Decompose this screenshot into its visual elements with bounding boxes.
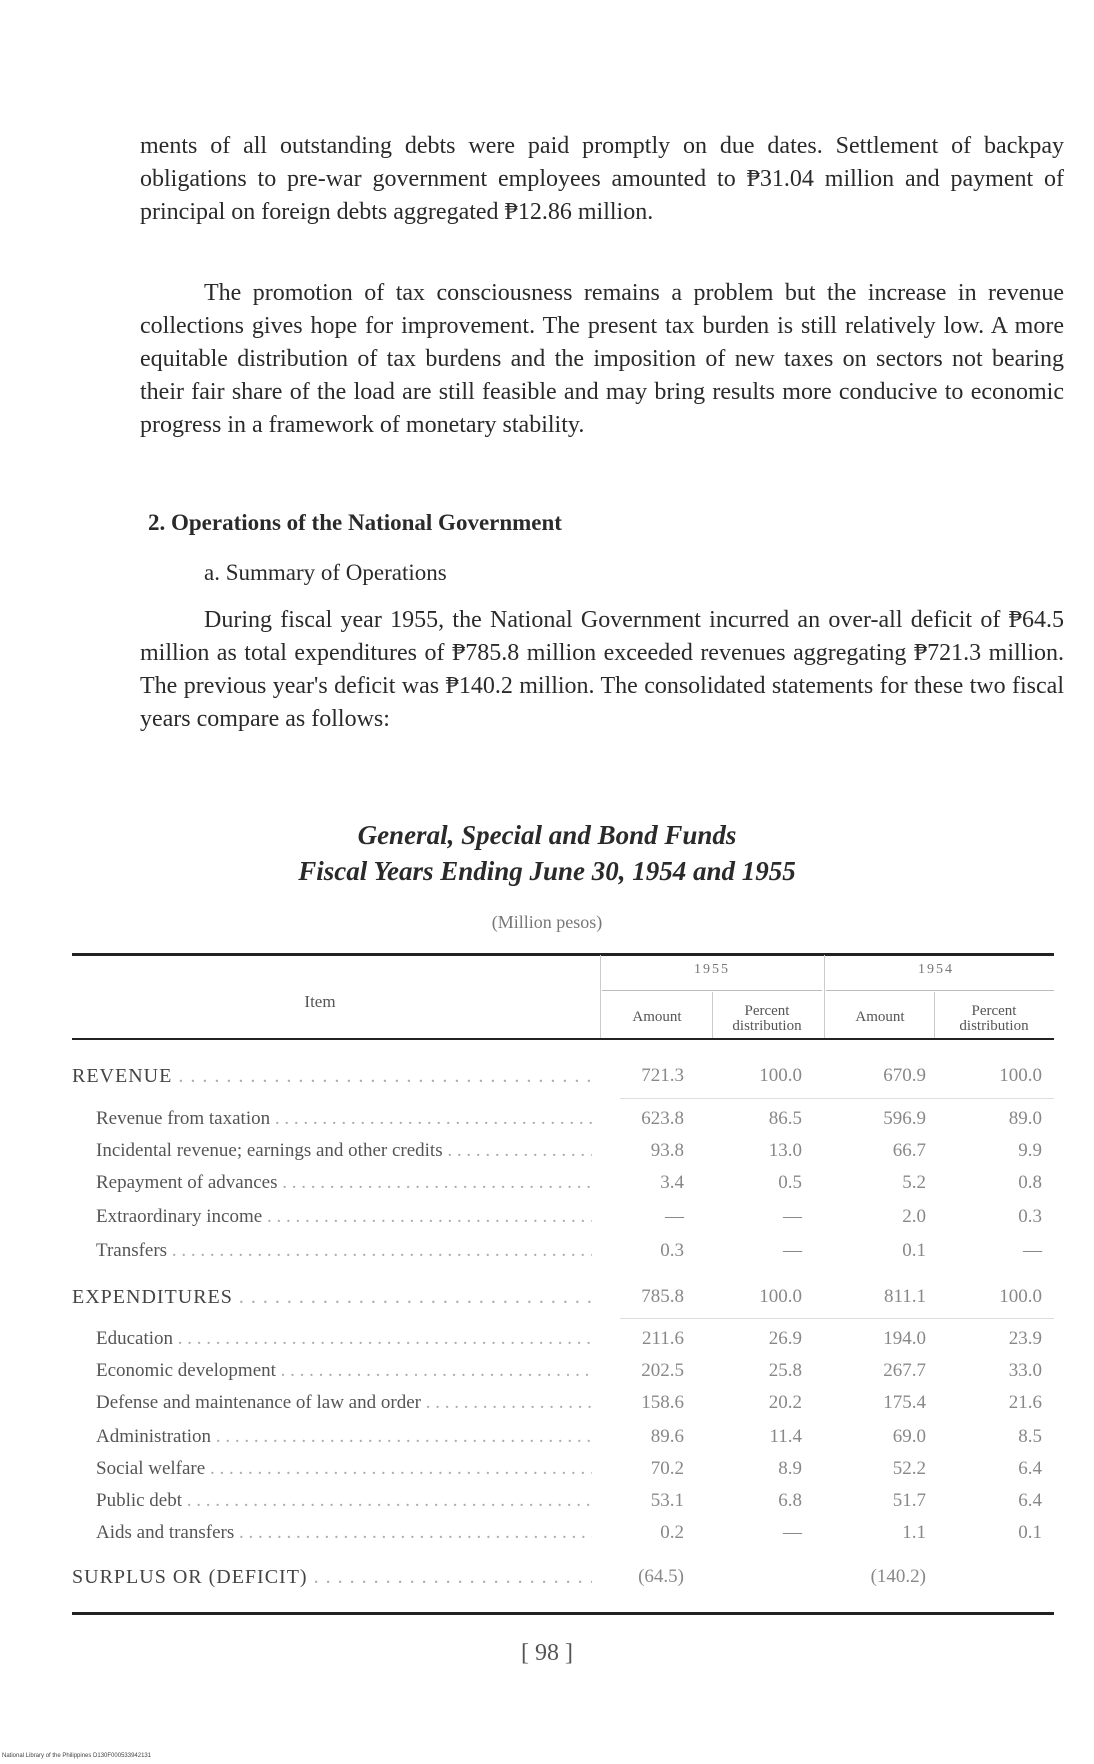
cell-percent-1955: —: [783, 1522, 802, 1543]
cell-amount-1954: (140.2): [870, 1566, 926, 1587]
cell-percent-1954: 21.6: [1008, 1392, 1042, 1413]
cell-amount-1955: 721.3: [641, 1065, 684, 1086]
row-label: Education . . .: [96, 1328, 592, 1350]
header-year-1955: 1955: [694, 962, 730, 977]
cell-amount-1954: 194.0: [883, 1328, 926, 1349]
cell-amount-1955: (64.5): [638, 1566, 684, 1587]
table-title-line1: General, Special and Bond Funds: [357, 820, 737, 850]
table-row: [72, 1065, 1054, 1097]
cell-percent-1954: 9.9: [1018, 1140, 1042, 1161]
table-header-rule: [72, 1038, 1054, 1040]
cell-percent-1954: 89.0: [1008, 1108, 1042, 1129]
cell-amount-1955: 623.8: [641, 1108, 684, 1129]
cell-amount-1955: 0.2: [660, 1522, 684, 1543]
cell-percent-1954: 33.0: [1008, 1360, 1042, 1381]
cell-percent-1955: 11.4: [769, 1426, 802, 1447]
header-amount-1955: Amount: [632, 1009, 682, 1025]
table-row: [72, 1108, 1054, 1140]
cell-percent-1955: 25.8: [768, 1360, 802, 1381]
header-percent-1954: [934, 1004, 1054, 1034]
column-divider: [824, 955, 825, 1038]
table-row: [72, 1458, 1054, 1490]
cell-percent-1955: 13.0: [768, 1140, 802, 1161]
table-row: [72, 1240, 1054, 1272]
cell-amount-1954: 5.2: [902, 1172, 926, 1193]
cell-amount-1954: 670.9: [883, 1065, 926, 1086]
cell-percent-1955: 86.5: [768, 1108, 802, 1129]
cell-amount-1955: 53.1: [650, 1490, 684, 1511]
row-separator: [620, 1098, 1054, 1099]
header-subrule: [826, 990, 1054, 991]
header-percent-word: Percent: [971, 1003, 1017, 1019]
cell-amount-1954: 596.9: [883, 1108, 926, 1129]
table-row: [72, 1328, 1054, 1360]
cell-percent-1954: 0.3: [1018, 1206, 1042, 1227]
row-label: Incidental revenue; earnings and other credits . . .: [96, 1140, 592, 1162]
header-distribution-word: distribution: [732, 1018, 802, 1034]
cell-amount-1954: 2.0: [902, 1206, 926, 1227]
row-label: Transfers . . .: [96, 1240, 592, 1262]
table-row: [72, 1522, 1054, 1554]
row-label: Social welfare . . .: [96, 1458, 592, 1480]
cell-amount-1954: 175.4: [883, 1392, 926, 1413]
table-row: [72, 1426, 1054, 1458]
paragraph-tax-consciousness: The promotion of tax consciousness remains a problem but the increase in revenue collections gives hope for improvement. The present tax burden is still relatively low. A more equitable distribution of tax burdens and the imposition of new taxes on sectors not bearing their fair share of the load are still feasible and may bring results more conducive to economic progress in a framework of monetary stability.: [140, 280, 1064, 438]
cell-percent-1954: 0.1: [1018, 1522, 1042, 1543]
row-label: SURPLUS OR (DEFICIT) . . .: [72, 1566, 592, 1589]
cell-percent-1955: 8.9: [778, 1458, 802, 1479]
table-row: [72, 1360, 1054, 1392]
table-row: [72, 1286, 1054, 1318]
header-year-1954: 1954: [918, 962, 954, 977]
cell-amount-1955: 89.6: [650, 1426, 684, 1447]
row-label: Administration . . .: [96, 1426, 592, 1448]
row-label: Aids and transfers . . .: [96, 1522, 592, 1544]
header-percent-1955: [712, 1004, 822, 1034]
cell-percent-1955: —: [783, 1240, 802, 1261]
cell-percent-1954: 100.0: [999, 1286, 1042, 1307]
header-subrule: [602, 990, 822, 991]
cell-amount-1955: 0.3: [660, 1240, 684, 1261]
cell-amount-1955: 785.8: [641, 1286, 684, 1307]
header-amount-1954: Amount: [855, 1009, 905, 1025]
cell-percent-1955: 100.0: [759, 1065, 802, 1086]
table-row: [72, 1172, 1054, 1204]
cell-amount-1954: 1.1: [902, 1522, 926, 1543]
row-label: Public debt . . .: [96, 1490, 592, 1512]
cell-amount-1954: 811.1: [883, 1286, 926, 1307]
cell-amount-1955: 70.2: [650, 1458, 684, 1479]
cell-percent-1955: 0.5: [778, 1172, 802, 1193]
table-bottom-rule: [72, 1612, 1054, 1615]
cell-percent-1955: 100.0: [759, 1286, 802, 1307]
cell-percent-1955: 26.9: [768, 1328, 802, 1349]
cell-amount-1954: 69.0: [892, 1426, 926, 1447]
cell-amount-1955: 202.5: [641, 1360, 684, 1381]
table-row: [72, 1490, 1054, 1522]
row-label: EXPENDITURES . . .: [72, 1286, 592, 1309]
row-label: REVENUE . . .: [72, 1065, 592, 1088]
cell-amount-1954: 51.7: [892, 1490, 926, 1511]
cell-percent-1954: 23.9: [1008, 1328, 1042, 1349]
cell-amount-1954: 52.2: [892, 1458, 926, 1479]
cell-amount-1954: 0.1: [902, 1240, 926, 1261]
cell-amount-1955: —: [665, 1206, 684, 1227]
row-label: Revenue from taxation . . .: [96, 1108, 592, 1130]
cell-amount-1954: 267.7: [883, 1360, 926, 1381]
cell-amount-1955: 93.8: [650, 1140, 684, 1161]
section-heading: 2. Operations of the National Government: [148, 510, 562, 535]
paragraph-fiscal-1955: During fiscal year 1955, the National Government incurred an over-all deficit of ₱64.5 million as total expenditures of ₱785.8 million exceeded revenues aggregating ₱721.3 million. The previous year's deficit was ₱140.2 million. The consolidated statements for these two fiscal years compare as follows:: [140, 607, 1064, 732]
page-number: [ 98 ]: [521, 1640, 573, 1666]
row-label: Defense and maintenance of law and order . . .: [96, 1392, 592, 1414]
row-label: Extraordinary income . . .: [96, 1206, 592, 1228]
table-top-rule: [72, 953, 1054, 956]
cell-amount-1954: 66.7: [892, 1140, 926, 1161]
table-units: (Million pesos): [491, 912, 603, 932]
cell-percent-1954: 8.5: [1018, 1426, 1042, 1447]
cell-amount-1955: 3.4: [660, 1172, 684, 1193]
table-row: [72, 1392, 1054, 1424]
column-divider: [600, 955, 601, 1038]
cell-percent-1954: 6.4: [1018, 1490, 1042, 1511]
cell-percent-1954: 0.8: [1018, 1172, 1042, 1193]
cell-percent-1955: 20.2: [768, 1392, 802, 1413]
footer-watermark: National Library of the Philippines D130F000533942131: [2, 1753, 152, 1759]
cell-percent-1955: —: [783, 1206, 802, 1227]
cell-amount-1955: 158.6: [641, 1392, 684, 1413]
table-row: [72, 1566, 1054, 1598]
header-item: Item: [304, 992, 336, 1011]
table-row: [72, 1206, 1054, 1238]
cell-percent-1955: 6.8: [778, 1490, 802, 1511]
cell-percent-1954: 100.0: [999, 1065, 1042, 1086]
subsection-heading: a. Summary of Operations: [204, 560, 447, 585]
row-label: Economic development . . .: [96, 1360, 592, 1382]
cell-percent-1954: —: [1023, 1240, 1042, 1261]
paragraph-debts: ments of all outstanding debts were paid promptly on due dates. Settlement of backpay obligations to pre-war government employees amounted to ₱31.04 million and payment of principal on foreign debts aggregated ₱12.86 million.: [140, 133, 1064, 225]
header-percent-word: Percent: [744, 1003, 790, 1019]
cell-amount-1955: 211.6: [641, 1328, 684, 1349]
cell-percent-1954: 6.4: [1018, 1458, 1042, 1479]
row-label: Repayment of advances . . .: [96, 1172, 592, 1194]
row-separator: [620, 1318, 1054, 1319]
header-distribution-word: distribution: [959, 1018, 1029, 1034]
table-row: [72, 1140, 1054, 1172]
table-title-line2: Fiscal Years Ending June 30, 1954 and 1955: [298, 856, 796, 886]
